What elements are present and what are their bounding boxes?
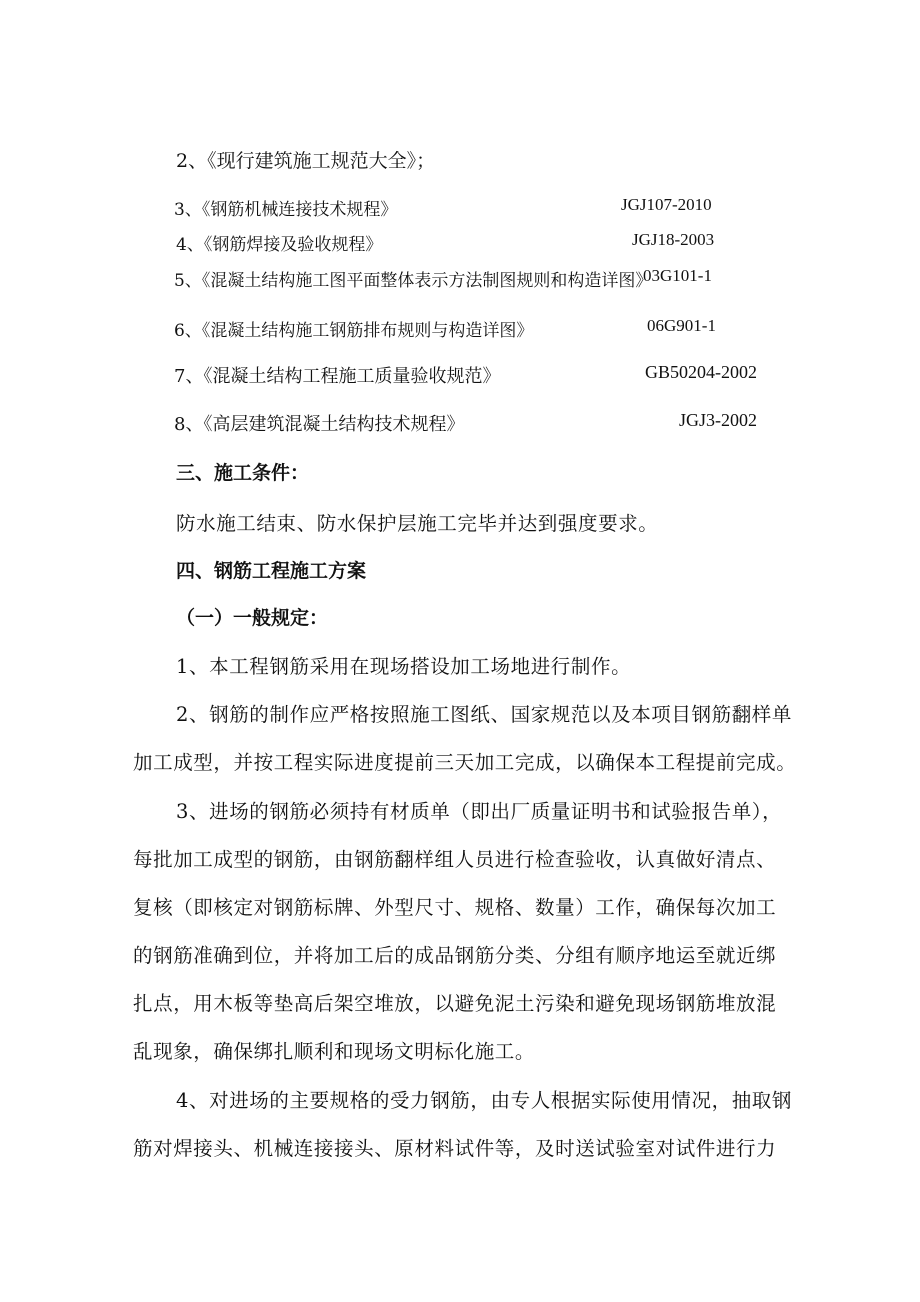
reference-code: 06G901-1 — [647, 316, 716, 335]
reference-title: 8、《高层建筑混凝土结构技术规程》 — [174, 414, 465, 435]
paragraph-line: 筋对焊接头、机械连接接头、原材料试件等，及时送试验室对试件进行力 — [133, 1137, 777, 1160]
reference-code: JGJ3-2002 — [679, 410, 758, 430]
reference-item — [174, 410, 758, 436]
reference-title: 4、《钢筋焊接及验收规程》 — [176, 235, 383, 255]
reference-code: JGJ18-2003 — [632, 230, 715, 249]
paragraph-line: 1、本工程钢筋采用在现场搭设加工场地进行制作。 — [176, 655, 632, 678]
reference-code: JGJ107-2010 — [621, 195, 712, 214]
reference-title: 7、《混凝土结构工程施工质量验收规范》 — [174, 366, 501, 387]
reference-title: 5、《混凝土结构施工图平面整体表示方法制图规则和构造详图》 — [174, 271, 653, 291]
reference-item — [176, 230, 715, 255]
paragraph-line: 2、钢筋的制作应严格按照施工图纸、国家规范以及本项目钢筋翻样单 — [176, 703, 793, 726]
section-heading: 三、施工条件： — [176, 462, 310, 484]
reference-item — [174, 316, 716, 341]
reference-title: 6、《混凝土结构施工钢筋排布规则与构造详图》 — [174, 321, 534, 341]
paragraph-line: 的钢筋准确到位，并将加工后的成品钢筋分类、分组有顺序地运至就近绑 — [133, 944, 777, 967]
reference-code: 03G101-1 — [643, 266, 712, 285]
reference-item — [174, 362, 757, 388]
reference-code: GB50204-2002 — [645, 362, 757, 382]
subsection-heading: （一）一般规定： — [176, 607, 329, 629]
reference-item — [176, 146, 435, 173]
paragraph-line: 复核（即核定对钢筋标牌、外型尺寸、规格、数量）工作，确保每次加工 — [133, 896, 777, 919]
paragraph-line: 加工成型，并按工程实际进度提前三天加工完成，以确保本工程提前完成。 — [133, 751, 797, 774]
paragraph-line: 3、进场的钢筋必须持有材质单（即出厂质量证明书和试验报告单）， — [176, 800, 783, 823]
paragraph-line: 扎点，用木板等垫高后架空堆放，以避免泥土污染和避免现场钢筋堆放混 — [133, 992, 777, 1015]
paragraph-line: 乱现象，确保绑扎顺利和现场文明标化施工。 — [133, 1040, 536, 1063]
reference-title: 2、《现行建筑施工规范大全》； — [176, 150, 436, 172]
section-heading: 四、钢筋工程施工方案 — [176, 560, 367, 582]
paragraph-line: 4、对进场的主要规格的受力钢筋，由专人根据实际使用情况，抽取钢 — [176, 1089, 793, 1112]
reference-item — [174, 266, 712, 291]
paragraph-line: 每批加工成型的钢筋，由钢筋翻样组人员进行检查验收，认真做好清点、 — [133, 848, 777, 871]
reference-item — [174, 195, 712, 220]
paragraph-line: 防水施工结束、防水保护层施工完毕并达到强度要求。 — [176, 512, 659, 535]
reference-title: 3、《钢筋机械连接技术规程》 — [174, 200, 398, 220]
